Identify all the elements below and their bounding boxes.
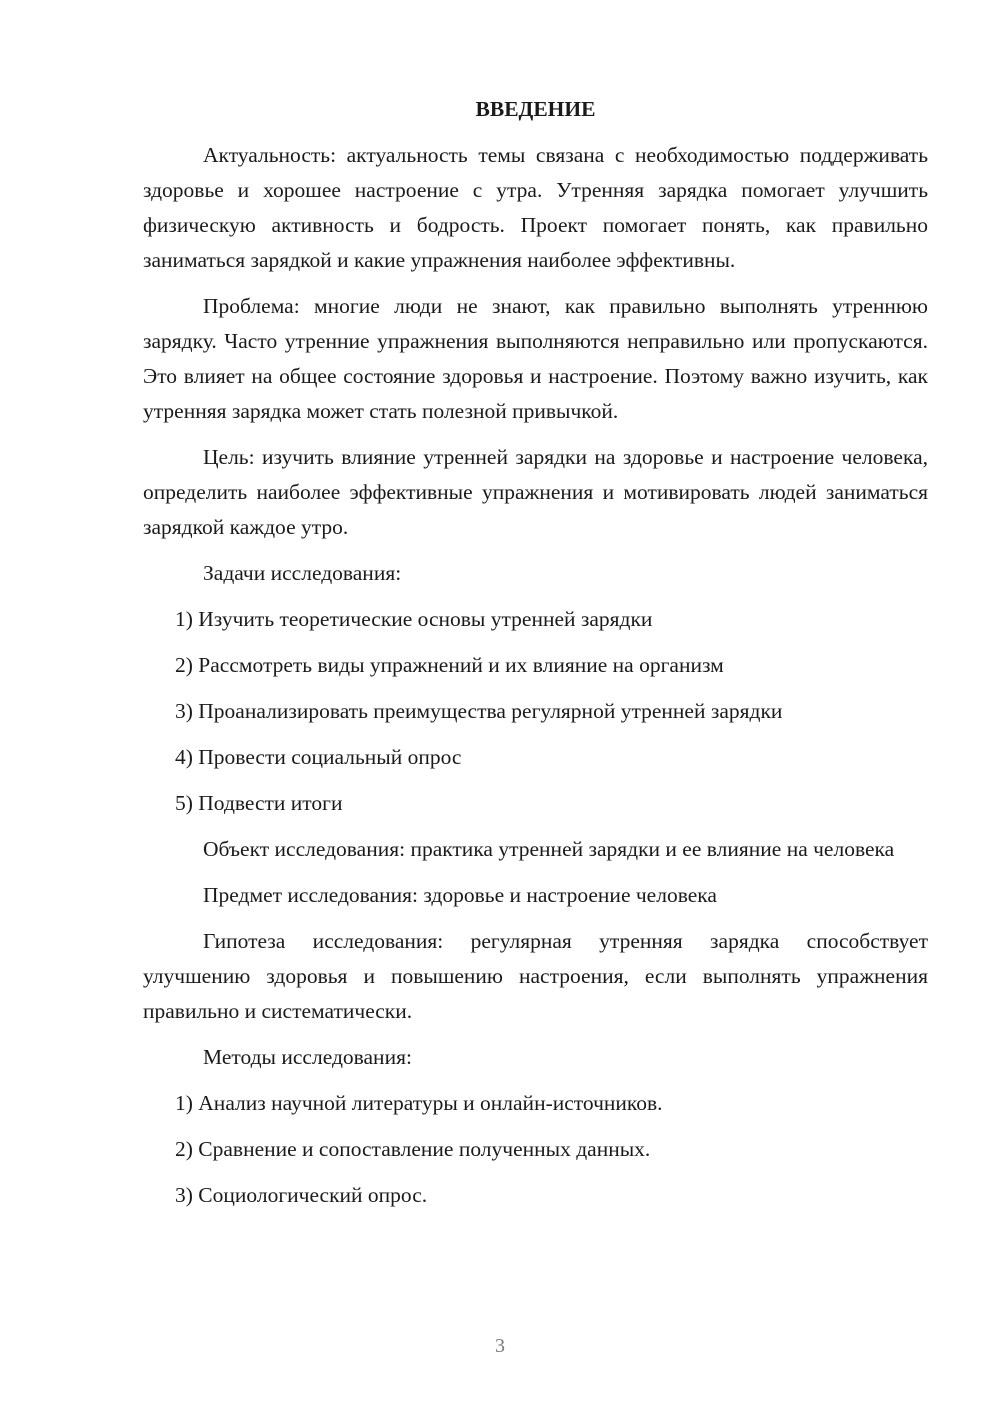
goal-paragraph: Цель: изучить влияние утренней зарядки на здоровье и настроение человека, определить наиболее эффективные упражнения и мотивировать людей заниматься зарядкой каждое утро. [143, 445, 928, 539]
task-item: 5) Подвести итоги [175, 791, 343, 815]
problem-paragraph: Проблема: многие люди не знают, как правильно выполнять утреннюю зарядку. Часто утренние упражнения выполняются неправильно или пропускаются. Это влияет на общее состояние здоровья и настроение. Поэтому важно изучить, как утренняя зарядка может стать полезной привычкой. [143, 294, 928, 423]
methods-label: Методы исследования: [203, 1045, 412, 1069]
hypothesis-paragraph: Гипотеза исследования: регулярная утренняя зарядка способствует улучшению здоровья и повышению настроения, если выполнять упражнения правильно и систематически. [143, 929, 928, 1023]
tasks-label: Задачи исследования: [203, 561, 402, 585]
task-item: 4) Провести социальный опрос [175, 745, 462, 769]
task-item: 3) Проанализировать преимущества регулярной утренней зарядки [175, 699, 783, 723]
method-item: 3) Социологический опрос. [175, 1183, 428, 1207]
document-page [143, 92, 928, 1224]
task-item: 2) Рассмотреть виды упражнений и их влияние на организм [175, 653, 724, 677]
subject-paragraph: Предмет исследования: здоровье и настроение человека [203, 883, 717, 907]
relevance-paragraph: Актуальность: актуальность темы связана с необходимостью поддерживать здоровье и хорошее настроение с утра. Утренняя зарядка помогает улучшить физическую активность и бодрость. Проект помогает понять, как правильно заниматься зарядкой и какие упражнения наиболее эффективны. [143, 143, 928, 272]
method-item: 1) Анализ научной литературы и онлайн-источников. [175, 1091, 663, 1115]
page-number: 3 [495, 1335, 505, 1357]
method-item: 2) Сравнение и сопоставление полученных данных. [175, 1137, 651, 1161]
task-item: 1) Изучить теоретические основы утренней зарядки [175, 607, 653, 631]
section-heading: ВВЕДЕНИЕ [475, 97, 596, 121]
object-paragraph: Объект исследования: практика утренней зарядки и ее влияние на человека [203, 837, 895, 861]
